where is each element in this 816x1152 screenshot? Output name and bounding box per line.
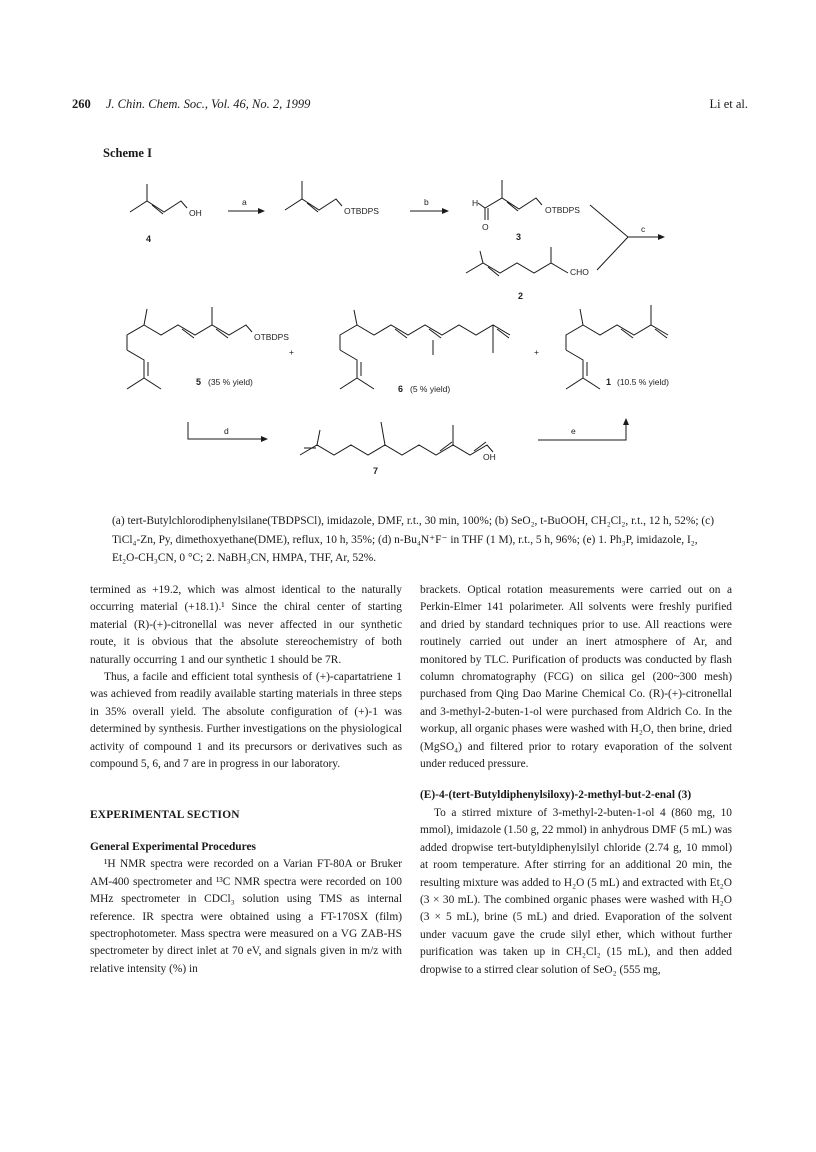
compound-number-6: 6 <box>398 384 404 394</box>
compound-number-7: 7 <box>373 466 379 476</box>
section-heading: EXPERIMENTAL SECTION <box>90 809 240 822</box>
arrow-b <box>410 197 448 211</box>
paragraph: To a stirred mixture of 3-methyl-2-buten-1-ol 4 (860 mg, 10 mmol), imidazole (1.50 g, 22 mmol) in anhydrous DMF (5 mL) was added dropwise tert-butyldiphenylsilyl chloride (2.74 g, 10 mmol) at room temperature. After stirring for an additional 20 min, the resulting mixture was added to H₂O (5 mL) and extracted with Et₂O (3 × 30 mL). The combined organic phases were washed with H₂O (3 × 5 mL), brine (5 mL) and dried. Evaporation of the solvent under vacuum gave the crude silyl ether, which without further purification was taken up in CH₂Cl₂ (15 mL), and then added dropwise to a stirred clear solution of SeO₂ (555 mg, <box>420 806 732 976</box>
otbdps-label: OTBDPS <box>344 206 379 216</box>
compound-7-structure <box>300 422 496 476</box>
compound-2-structure <box>466 247 589 301</box>
compound-3-structure <box>472 180 580 242</box>
left-column <box>90 582 402 978</box>
right-column <box>420 582 732 979</box>
compound-1-structure <box>566 305 669 389</box>
paragraph: termined as +19.2, which was almost identical to the naturally occurring material (+18.1).¹ Since the chiral center of starting material (R)-(+)-citronellal was never affected in our synthetic route, it is obvious that the absolute stereochemistry of both naturally occurring 1 and our synthetic 1 should be 7R. <box>90 584 402 666</box>
arrow-c <box>590 205 664 270</box>
tbdps-ether-structure <box>285 181 379 216</box>
hydroxyl-label-7: OH <box>483 452 496 462</box>
arrow-a <box>228 197 264 211</box>
plus-sign-1: + <box>289 347 294 357</box>
compound-4-structure <box>130 184 202 244</box>
running-header-authors: Li et al. <box>709 97 748 111</box>
arrow-e <box>538 419 626 440</box>
reagent-label-a: a <box>242 197 247 207</box>
paragraph: ¹H NMR spectra were recorded on a Varian FT-80A or Bruker AM-400 spectrometer and ¹³C NMR spectra were recorded on 100 MHz spectrometer in CDCl₃ solution using TMS as internal reference. IR spectra were obtained using a FT-170SX (film) spectrophotometer. Mass spectra were measured on a VG ZAB-HS spectrometer by direct inlet at 70 eV, and signals given in m/z with relative intensity (%) in <box>90 858 402 975</box>
page-number: 260 <box>72 97 91 111</box>
reagent-label-b: b <box>424 197 429 207</box>
reagent-label-e: e <box>571 426 576 436</box>
yield-label-6: (5 % yield) <box>410 384 451 394</box>
scheme-title: Scheme I <box>103 146 152 160</box>
scheme-caption: (a) tert-Butylchlorodiphenylsilane(TBDPSCl), imidazole, DMF, r.t., 30 min, 100%; (b) SeO₂, t-BuOOH, CH₂Cl₂, r.t., 12 h, 52%; (c) TiCl₄-Zn, Py, dimethoxyethane(DME), reflux, 10 h, 35%; (d) n-Bu₄N⁺F⁻ in THF (1 M), r.t., 5 h, 96%; (e) 1. Ph₃P, imidazole, I₂, Et₂O-CH₃CN, 0 °C; 2. NaBH₃CN, HMPA, THF, Ar, 52%. <box>112 515 714 564</box>
otbdps-label-3: OTBDPS <box>545 205 580 215</box>
journal-citation: J. Chin. Chem. Soc., Vol. 46, No. 2, 1999 <box>105 97 311 111</box>
compound-number-3: 3 <box>516 232 522 242</box>
aldehyde-o-label: O <box>482 222 489 232</box>
yield-label-5: (35 % yield) <box>208 377 253 387</box>
subsection-heading: General Experimental Procedures <box>90 840 256 853</box>
aldehyde-h-label: H <box>472 198 479 208</box>
plus-sign-2: + <box>534 347 539 357</box>
hydroxyl-label: OH <box>189 208 202 218</box>
yield-label-1: (10.5 % yield) <box>617 377 669 387</box>
otbdps-label-5: OTBDPS <box>254 332 289 342</box>
cho-label: CHO <box>570 267 589 277</box>
reagent-label-c: c <box>641 224 646 234</box>
compound-number-5: 5 <box>196 377 202 387</box>
arrow-d <box>188 422 267 439</box>
compound-number-2: 2 <box>518 291 524 301</box>
reagent-label-d: d <box>224 426 229 436</box>
compound-heading: (E)-4-(tert-Butyldiphenylsiloxy)-2-methyl-but-2-enal (3) <box>420 789 692 802</box>
compound-6-structure <box>340 310 510 394</box>
compound-number-1: 1 <box>606 377 612 387</box>
compound-number-4: 4 <box>146 234 152 244</box>
compound-5-structure <box>127 307 289 389</box>
paragraph: brackets. Optical rotation measurements were carried out on a Perkin-Elmer 141 polarimeter. All solvents were freshly purified and dried by standard techniques prior to use. All reactions were routinely carried out under an inert atmosphere of Ar, and monitored by TLC. Purification of products was conducted by flash column chromatography (FCG) on silica gel (200~300 mesh) purchased from Qing Dao Marine Chemical Co. (R)-(+)-citronellal and 3-methyl-2-buten-1-ol were purchased from Aldrich Co. In the workup, all organic phases were washed with H₂O, then brine, dried (MgSO₄) and filtered prior to rotary evaporation of the solvent under reduced pressure. <box>420 584 732 771</box>
paragraph: Thus, a facile and efficient total synthesis of (+)-capartatriene 1 was achieved from readily available starting materials in three steps in 35% overall yield. The absolute configuration of (+)-1 was determined by synthesis. Further investigations on the physiological activity of compound 1 and its precursors or derivatives such as compound 5, 6, and 7 are in progress in our laboratory. <box>90 671 402 771</box>
reaction-scheme <box>0 0 816 500</box>
